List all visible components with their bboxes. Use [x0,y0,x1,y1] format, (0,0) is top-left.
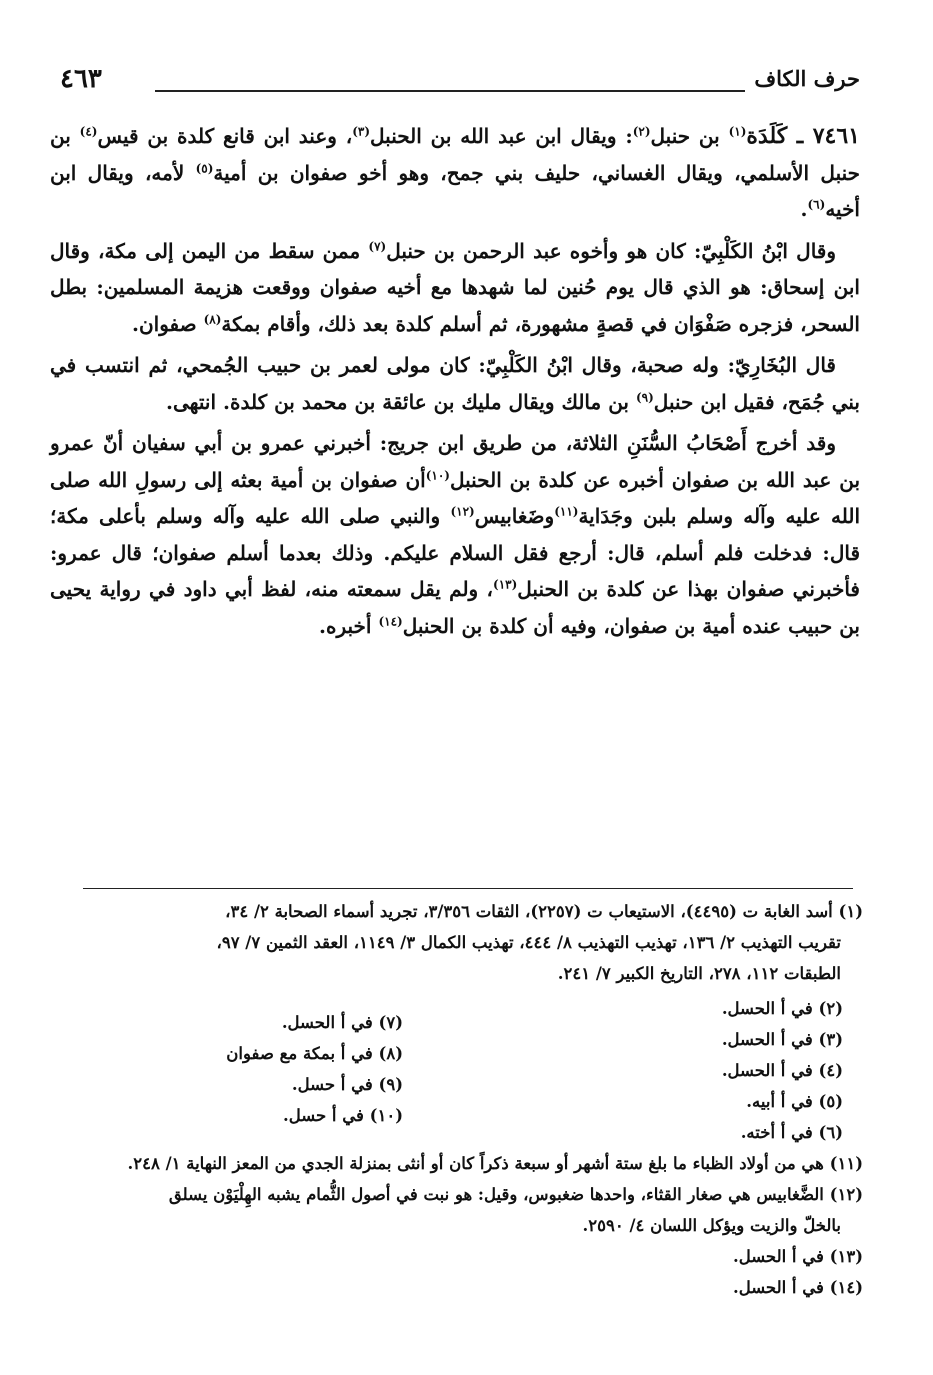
footnote-6: (٦) في أ أخته. [740,1123,843,1142]
footnote-separator [83,888,853,889]
page-header [60,66,860,106]
footnote-11: (١١) هي من أولاد الظباء ما بلغ ستة أشهر أو سبعة ذكراً كان أو أنثى بمنزلة الجدي من المعز النهاية ١/ ٢٤٨. [127,1154,863,1173]
footnote-ref: (٣) [352,124,371,139]
footnote-ref: (٧) [368,238,387,253]
footnote-3: (٣) في أ الحسل. [721,1030,843,1049]
footnote-ref: (١٤) [378,613,403,628]
footnote-9: (٩) في أ حسل. [291,1075,403,1094]
footnote-ref: (٢) [632,124,651,139]
footnote-10: (١٠) في أ حسل. [283,1106,403,1125]
footnote-1 [48,896,863,989]
text-span: ، ولم يقل سمعته منه، لفظ أبي داود في رواية يحيى بن حبيب عنده أمية بن صفوان، وفيه أن كلدة بن الحنبل [50,577,860,638]
text-span: أن صفوان بن أمية بعثه إلى رسولِ الله صلى الله عليه وآله وسلم بلبن وجَدَاية [50,467,861,528]
footnote-line: تقريب التهذيب ٢/ ١٣٦، تهذيب التهذيب ٨/ ٤٤٤، تهذيب الكمال ٣/ ١١٤٩، العقد الثمين ٧/ ٩٧، [216,933,841,952]
footnote-ref: (٨) [203,311,222,326]
footnotes [48,896,863,1303]
paragraph-kalbi [50,233,860,343]
footnote-ref: (٩) [635,389,654,404]
text-span: أخبره. [319,613,379,638]
text-span: ، وعند ابن قانع [222,124,353,148]
footnote-ref: (١١) [554,504,579,519]
page-number: ٤٦٣ [60,64,102,94]
entry-heading: ٧٤٦١ ـ كَلَدَة [746,123,860,149]
text-span: بن حنبل الأسلمي، ويقال الغساني، حليف بني جمح، وهو أخو [50,124,861,185]
text-span: ممن سقط من اليمن إلى مكة، وقال ابن إسحاق: هو الذي قال يوم حُنين لما شهدها مع أخيه صفوان ووقعت هزيمة المسلمين: بطل السحر، فزجره صَفْوَان في قصةٍ مشهورة، ثم أسلم كلدة بعد ذلك، وأقام بمكة [50,238,860,336]
footnote-line: (١) أسد الغابة ت (٤٤٩٥)، الاستيعاب ت (٢٢٥٧)، الثقات ٣/٣٥٦، تجريد أسماء الصحابة ٢/ ٣٤، [225,902,863,921]
text-span: بن مالك ويقال مليك بن عائقة بن محمد بن كلدة. انتهى. [166,389,636,414]
footnote-column-right [613,993,863,1148]
footnote-8: (٨) في أ بمكة مع صفوان [226,1044,403,1063]
paragraph-sunan [50,425,860,644]
chapter-title: حرف الكاف [754,66,860,91]
footnote-line: الطبقات ١١٢، ٢٧٨، التاريخ الكبير ٧/ ٢٤١. [557,964,841,983]
footnote-12 [48,1179,863,1241]
footnote-ref: (١٠) [425,467,450,482]
text-span: : ويقال ابن عبد الله بن الحنبل [370,124,633,148]
text-span: وقال ابْنُ الكَلْبِيّ: كان هو وأخوه عبد الرحمن بن حنبل [386,238,837,263]
text-span: بن حنبل [650,124,729,148]
footnote-7: (٧) في أ الحسل. [281,1013,403,1032]
footnote-4: (٤) في أ الحسل. [721,1061,843,1080]
footnote-line: بالخلّ والزيت ويؤكل اللسان ٤/ ٢٥٩٠. [582,1216,841,1235]
footnote-ref: (١) [728,124,747,139]
main-text [50,118,860,649]
text-span: قال البُخَارِيّ: وله صحبة، وقال ابْنُ الكَلْبِيّ: كان مولى لعمر بن حبيب الجُمحي، ثم انتسب في بني جُمَح، فقيل ابن حنبل [50,353,860,414]
text-span: صفوان. [131,311,204,336]
text-span: . [800,197,808,221]
footnote-ref: (١٢) [450,504,475,519]
text-span: وقد أخرج أَصْحَابُ السُّنَنِ الثلاثة، من طريق ابن جريج: أخبرني عمرو بن أبي سفيان أنّ عمرو بن عبد الله بن صفوان أخبره عن كلدة بن الحنبل [50,431,861,492]
footnote-13: (١٣) في أ الحسل. [732,1247,863,1266]
footnote-ref: (٦) [807,197,826,212]
footnote-14: (١٤) في أ الحسل. [732,1278,863,1297]
footnote-line: (١٢) الضَّغابيس هي صغار القثاء، واحدها ضغبوس، وقيل: هو نبت في أصول الثُّمام يشبه الهِلْيَوْن يسلق [168,1185,863,1204]
text-span: لأمه، ويقال ابن أخيه [50,160,860,221]
footnote-column-left [226,1007,613,1148]
footnote-ref: (٥) [195,160,214,175]
footnote-2: (٢) في أ الحسل. [721,999,843,1018]
text-span: صفوان بن أمية [213,160,348,185]
text-span: كلدة بن قيس [97,124,215,148]
text-span: والنبي صلى الله عليه وآله وسلم بأعلى مكة؛ قال: فدخلت فلم أسلم، قال: أرجع فقل السلام عليكم. وذلك بعدما أسلم صفوان؛ قال عمرو: فأخبرني صفوان بهذا عن كلدة بن الحنبل [50,504,860,601]
header-rule [155,90,745,92]
footnote-columns [48,993,863,1148]
paragraph-bukhari [50,347,860,420]
footnote-ref: (١٣) [493,577,518,592]
text-span: وضَغابيس [474,504,555,528]
entry-paragraph [50,118,860,228]
footnote-5: (٥) في أ أبيه. [746,1092,843,1111]
footnote-ref: (٤) [79,124,98,139]
